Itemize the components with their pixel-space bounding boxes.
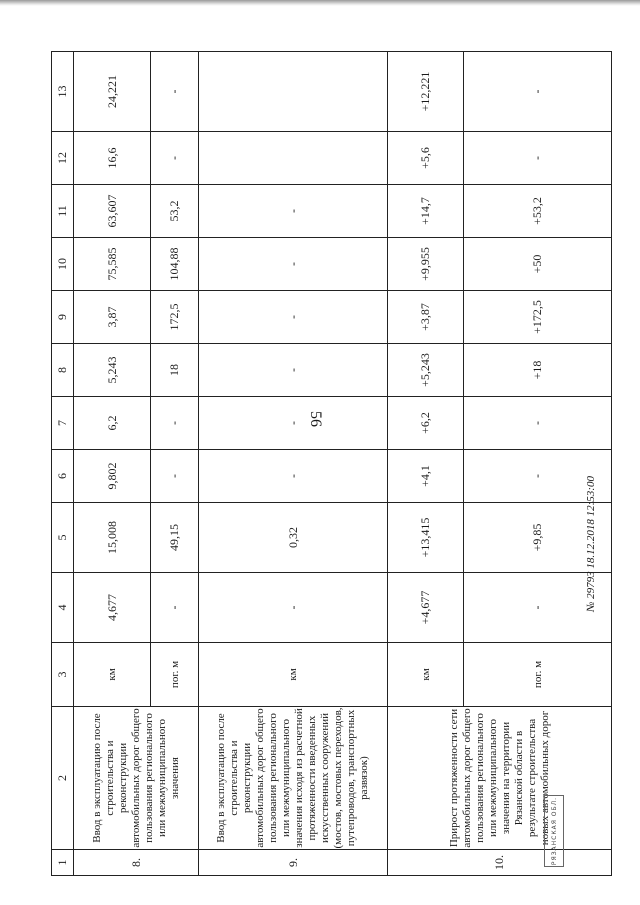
- unit-cell: км: [199, 643, 388, 707]
- value-cell: -: [151, 397, 199, 450]
- value-cell: 53,2: [151, 185, 199, 238]
- indicators-table: [51, 51, 612, 876]
- value-cell: -: [151, 132, 199, 185]
- value-cell: 18: [151, 344, 199, 397]
- table-row: [388, 52, 464, 876]
- value-cell: 9,802: [74, 450, 151, 503]
- value-cell: 5,243: [74, 344, 151, 397]
- unit-cell: пог. м: [151, 643, 199, 707]
- value-cell: -: [464, 573, 612, 643]
- table-row: [74, 52, 151, 876]
- value-cell: +13,415: [388, 503, 464, 573]
- value-cell: -: [151, 52, 199, 132]
- indicator-name: Ввод в эксплуатацию после строительства и реконструкции автомобильных дорог общего пользования регионального или межмуниципального значения: [74, 707, 199, 850]
- value-cell: +172,5: [464, 291, 612, 344]
- row-number: 9.: [199, 850, 388, 876]
- value-cell: 104,88: [151, 238, 199, 291]
- value-cell: -: [464, 132, 612, 185]
- page-number: 56: [307, 411, 324, 427]
- value-cell: +3,87: [388, 291, 464, 344]
- rotated-table-wrapper: [51, 52, 611, 876]
- header-cell: 12: [52, 132, 74, 185]
- value-cell: +5,243: [388, 344, 464, 397]
- header-cell: 3: [52, 643, 74, 707]
- header-cell: 7: [52, 397, 74, 450]
- value-cell: [199, 52, 388, 132]
- header-cell: 10: [52, 238, 74, 291]
- value-cell: -: [151, 573, 199, 643]
- value-cell: -: [199, 344, 388, 397]
- value-cell: 3,87: [74, 291, 151, 344]
- value-cell: 15,008: [74, 503, 151, 573]
- row-number: 10.: [388, 850, 612, 876]
- value-cell: -: [199, 573, 388, 643]
- document-registration-signature: № 29793 18.12.2018 12:53:00: [585, 476, 597, 612]
- value-cell: 0,32: [199, 503, 388, 573]
- value-cell: -: [464, 52, 612, 132]
- value-cell: 4,677: [74, 573, 151, 643]
- value-cell: -: [199, 397, 388, 450]
- unit-cell: км: [74, 643, 151, 707]
- header-cell: 11: [52, 185, 74, 238]
- header-cell: 4: [52, 573, 74, 643]
- header-cell: 6: [52, 450, 74, 503]
- value-cell: -: [199, 450, 388, 503]
- header-cell: 5: [52, 503, 74, 573]
- scan-top-edge: [0, 0, 640, 6]
- header-cell: 8: [52, 344, 74, 397]
- value-cell: 6,2: [74, 397, 151, 450]
- header-cell: 2: [52, 707, 74, 850]
- value-cell: -: [464, 450, 612, 503]
- value-cell: 75,585: [74, 238, 151, 291]
- value-cell: 172,5: [151, 291, 199, 344]
- value-cell: -: [199, 291, 388, 344]
- value-cell: +9,955: [388, 238, 464, 291]
- unit-cell: км: [388, 643, 464, 707]
- value-cell: -: [199, 238, 388, 291]
- value-cell: -: [151, 450, 199, 503]
- header-cell: 9: [52, 291, 74, 344]
- value-cell: +5,6: [388, 132, 464, 185]
- value-cell: +4,677: [388, 573, 464, 643]
- value-cell: +14,7: [388, 185, 464, 238]
- indicator-name: Ввод в эксплуатацию после строительства и реконструкции автомобильных дорог общего пользования регионального или межмуниципального значения исходя из расчетной протяженности введенных искусственных сооружений (мостов, мостовых переходов, путепроводов, транспортных развязок): [199, 707, 388, 850]
- unit-cell: пог. м: [464, 643, 612, 707]
- value-cell: 24,221: [74, 52, 151, 132]
- header-row: [52, 52, 74, 876]
- value-cell: 16,6: [74, 132, 151, 185]
- value-cell: +6,2: [388, 397, 464, 450]
- value-cell: +9,85: [464, 503, 612, 573]
- value-cell: -: [199, 185, 388, 238]
- row-number: 8.: [74, 850, 199, 876]
- header-cell: 1: [52, 850, 74, 876]
- header-cell: 13: [52, 52, 74, 132]
- value-cell: +18: [464, 344, 612, 397]
- value-cell: +50: [464, 238, 612, 291]
- value-cell: 49,15: [151, 503, 199, 573]
- registration-stamp: РЯЗАНСКАЯ ОБЛ.: [544, 795, 564, 867]
- value-cell: +12,221: [388, 52, 464, 132]
- value-cell: -: [464, 397, 612, 450]
- value-cell: [199, 132, 388, 185]
- value-cell: +53,2: [464, 185, 612, 238]
- table-row: [199, 52, 388, 876]
- indicator-name: Прирост протяженности сети автомобильных дорог общего пользования регионального или межмуниципального значения на территории Рязанской области в результате строительства новых автомобильных дорог: [388, 707, 612, 850]
- value-cell: 63,607: [74, 185, 151, 238]
- value-cell: +4,1: [388, 450, 464, 503]
